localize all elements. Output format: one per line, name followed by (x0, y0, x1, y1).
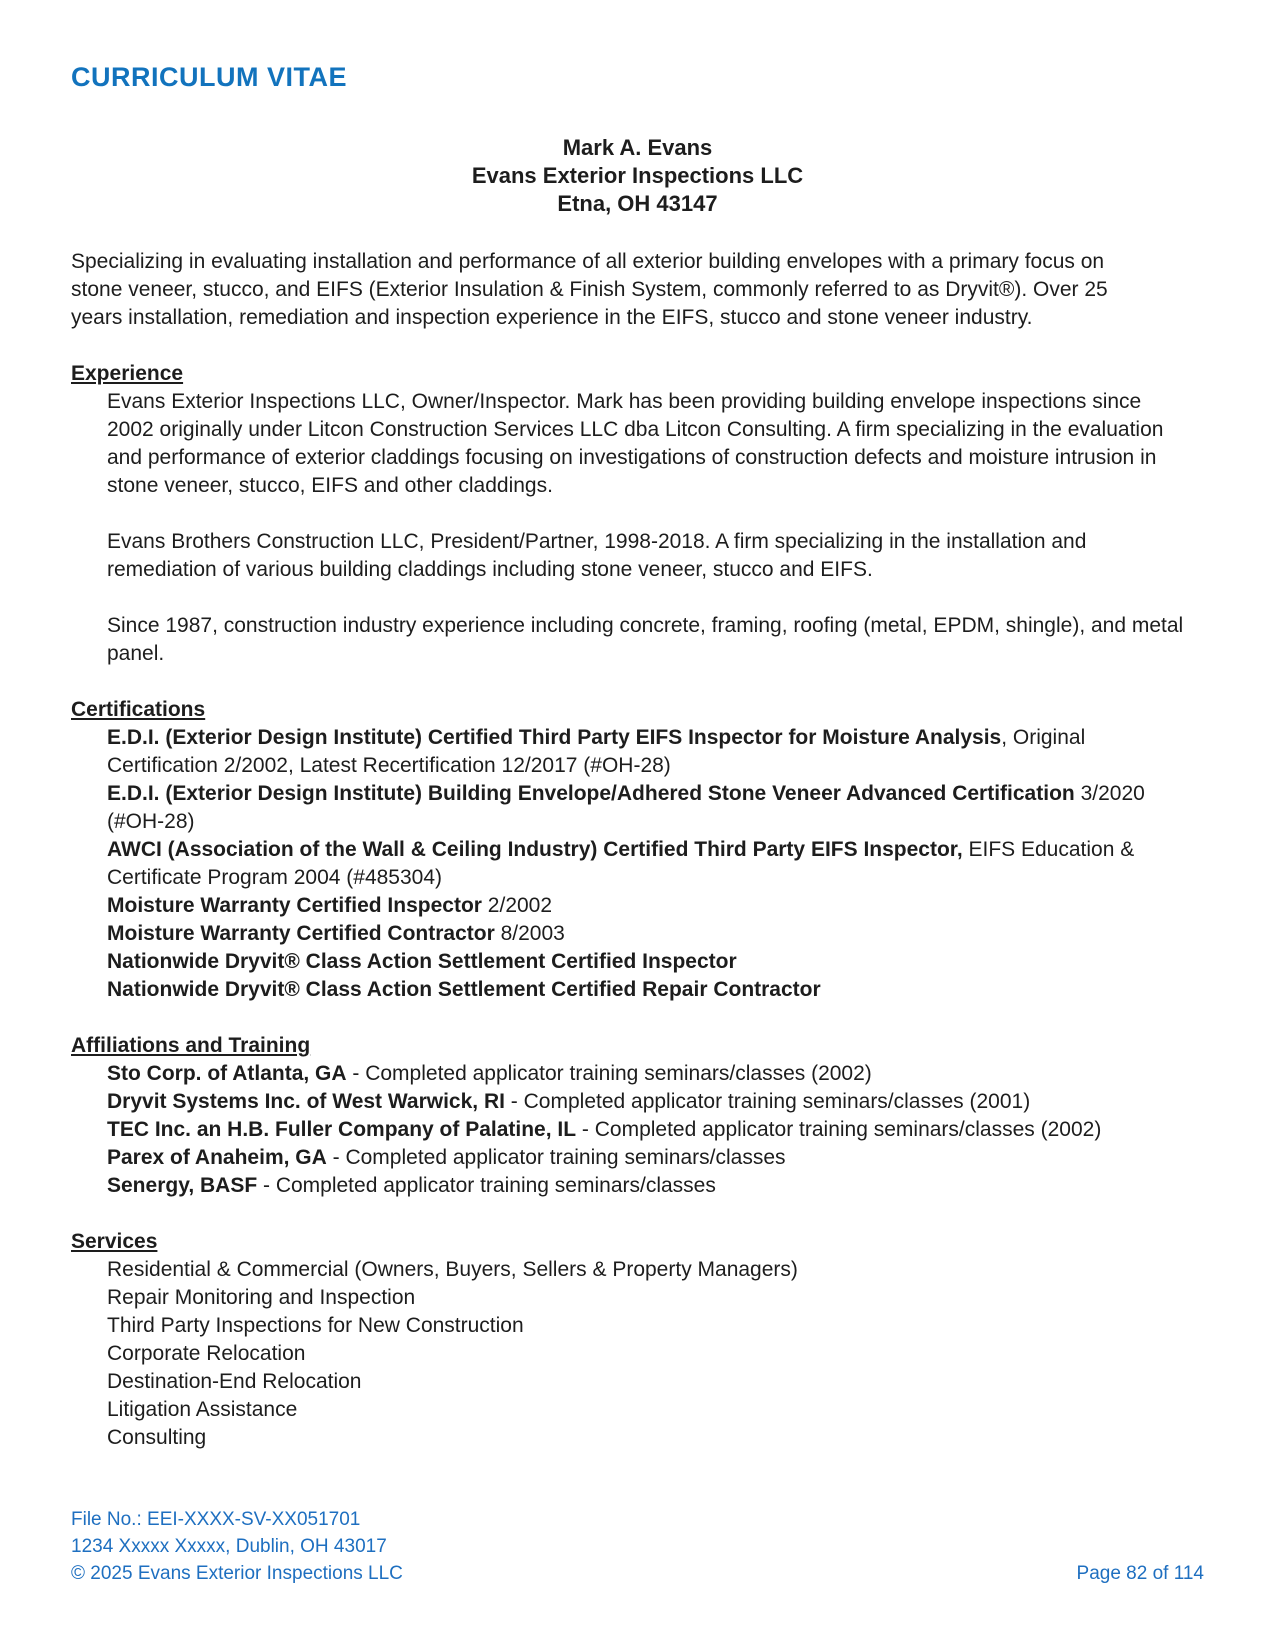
services-body (71, 1256, 1192, 1452)
company-name: Evans Exterior Inspections LLC (471, 163, 804, 188)
certification-name: E.D.I. (Exterior Design Institute) Building Envelope/Adhered Stone Veneer Advanced Certification (107, 782, 1075, 805)
certification-name: Moisture Warranty Certified Inspector (107, 894, 482, 917)
affiliations-body (71, 1060, 1192, 1200)
experience-paragraph: Evans Brothers Construction LLC, President/Partner, 1998-2018. A firm specializing in the installation and remediation of various building claddings including stone veneer, stucco and EIFS. (107, 530, 1087, 581)
service-item: Consulting (107, 1426, 207, 1449)
certifications-body (71, 724, 1192, 1004)
affiliation-item (107, 1060, 1192, 1088)
certification-detail: EIFS Education & Certificate Program 2004 (#485304) (107, 838, 1135, 889)
contact-header (71, 134, 1204, 218)
document-title: CURRICULUM VITAE (71, 62, 347, 92)
summary-paragraph: Specializing in evaluating installation and performance of all exterior building envelopes with a primary focus on stone veneer, stucco, and EIFS (Exterior Insulation & Finish System, commonly referred to as Dryvit®). Over 25 years installation, remediation and inspection experience in the EIFS, stucco and stone veneer industry. (71, 250, 1108, 329)
service-item: Third Party Inspections for New Construction (107, 1314, 524, 1337)
affiliation-detail: - Completed applicator training seminars/classes (326, 1146, 786, 1169)
certification-detail: 2/2002 (481, 894, 553, 917)
affiliation-name: TEC Inc. an H.B. Fuller Company of Palatine, IL (107, 1118, 577, 1141)
section-certifications (71, 696, 1204, 1004)
affiliation-detail: - Completed applicator training seminars/classes (2002) (346, 1062, 872, 1085)
affiliation-name: Sto Corp. of Atlanta, GA (107, 1062, 347, 1085)
footer-address: 1234 Xxxxx Xxxxx, Dublin, OH 43017 (71, 1536, 387, 1557)
person-name: Mark A. Evans (562, 135, 713, 160)
affiliation-detail: - Completed applicator training seminars/classes (257, 1174, 716, 1197)
certification-name: Moisture Warranty Certified Contractor (107, 922, 495, 945)
section-heading-certifications: Certifications (71, 698, 206, 721)
certification-item (107, 892, 1192, 920)
certification-name: E.D.I. (Exterior Design Institute) Certified Third Party EIFS Inspector for Moisture Analysis (107, 726, 1002, 749)
section-heading-experience: Experience (71, 362, 184, 385)
affiliation-item (107, 1088, 1192, 1116)
section-heading-affiliations: Affiliations and Training (71, 1034, 311, 1057)
affiliation-name: Senergy, BASF (107, 1174, 258, 1197)
affiliation-item (107, 1172, 1192, 1200)
certification-detail: , Original Certification 2/2002, Latest Recertification 12/2017 (#OH-28) (107, 726, 1086, 777)
footer-page-number: Page 82 of 114 (1076, 1563, 1204, 1584)
section-affiliations (71, 1032, 1204, 1200)
certification-item (107, 948, 1192, 976)
section-heading-services: Services (71, 1230, 158, 1253)
location: Etna, OH 43147 (557, 191, 718, 216)
certification-name: AWCI (Association of the Wall & Ceiling Industry) Certified Third Party EIFS Inspector, (107, 838, 963, 861)
service-item: Corporate Relocation (107, 1342, 306, 1365)
certification-detail: 3/2020 (#OH-28) (107, 782, 1145, 833)
affiliation-item (107, 1144, 1192, 1172)
section-experience (71, 360, 1204, 668)
footer-file-number: File No.: EEI-XXXX-SV-XX051701 (71, 1509, 361, 1530)
certification-detail: 8/2003 (494, 922, 565, 945)
page-footer (71, 1506, 1204, 1587)
certification-item (107, 724, 1192, 780)
affiliation-detail: - Completed applicator training seminars/classes (2002) (576, 1118, 1102, 1141)
experience-paragraph: Since 1987, construction industry experience including concrete, framing, roofing (metal, EPDM, shingle), and metal panel. (107, 614, 1184, 665)
affiliation-name: Dryvit Systems Inc. of West Warwick, RI (107, 1090, 505, 1113)
certification-name: Nationwide Dryvit® Class Action Settlement Certified Inspector (107, 950, 737, 973)
certification-name: Nationwide Dryvit® Class Action Settlement Certified Repair Contractor (107, 978, 821, 1001)
service-item: Destination-End Relocation (107, 1370, 362, 1393)
experience-body (71, 388, 1192, 668)
section-services (71, 1228, 1204, 1452)
service-item: Repair Monitoring and Inspection (107, 1286, 416, 1309)
affiliation-item (107, 1116, 1192, 1144)
certification-item (107, 920, 1192, 948)
certification-item (107, 976, 1192, 1004)
service-item: Residential & Commercial (Owners, Buyers, Sellers & Property Managers) (107, 1258, 798, 1281)
certification-item (107, 780, 1192, 836)
footer-copyright: © 2025 Evans Exterior Inspections LLC (71, 1563, 403, 1584)
footer-bottom-row (71, 1560, 1204, 1587)
affiliation-detail: - Completed applicator training seminars/classes (2001) (504, 1090, 1031, 1113)
certification-item (107, 836, 1192, 892)
experience-paragraph: Evans Exterior Inspections LLC, Owner/Inspector. Mark has been providing building envelope inspections since 2002 originally under Litcon Construction Services LLC dba Litcon Consulting. A firm specializing in the evaluation and performance of exterior claddings focusing on investigations of construction defects and moisture intrusion in stone veneer, stucco, EIFS and other claddings. (107, 390, 1164, 497)
service-item: Litigation Assistance (107, 1398, 298, 1421)
affiliation-name: Parex of Anaheim, GA (107, 1146, 327, 1169)
